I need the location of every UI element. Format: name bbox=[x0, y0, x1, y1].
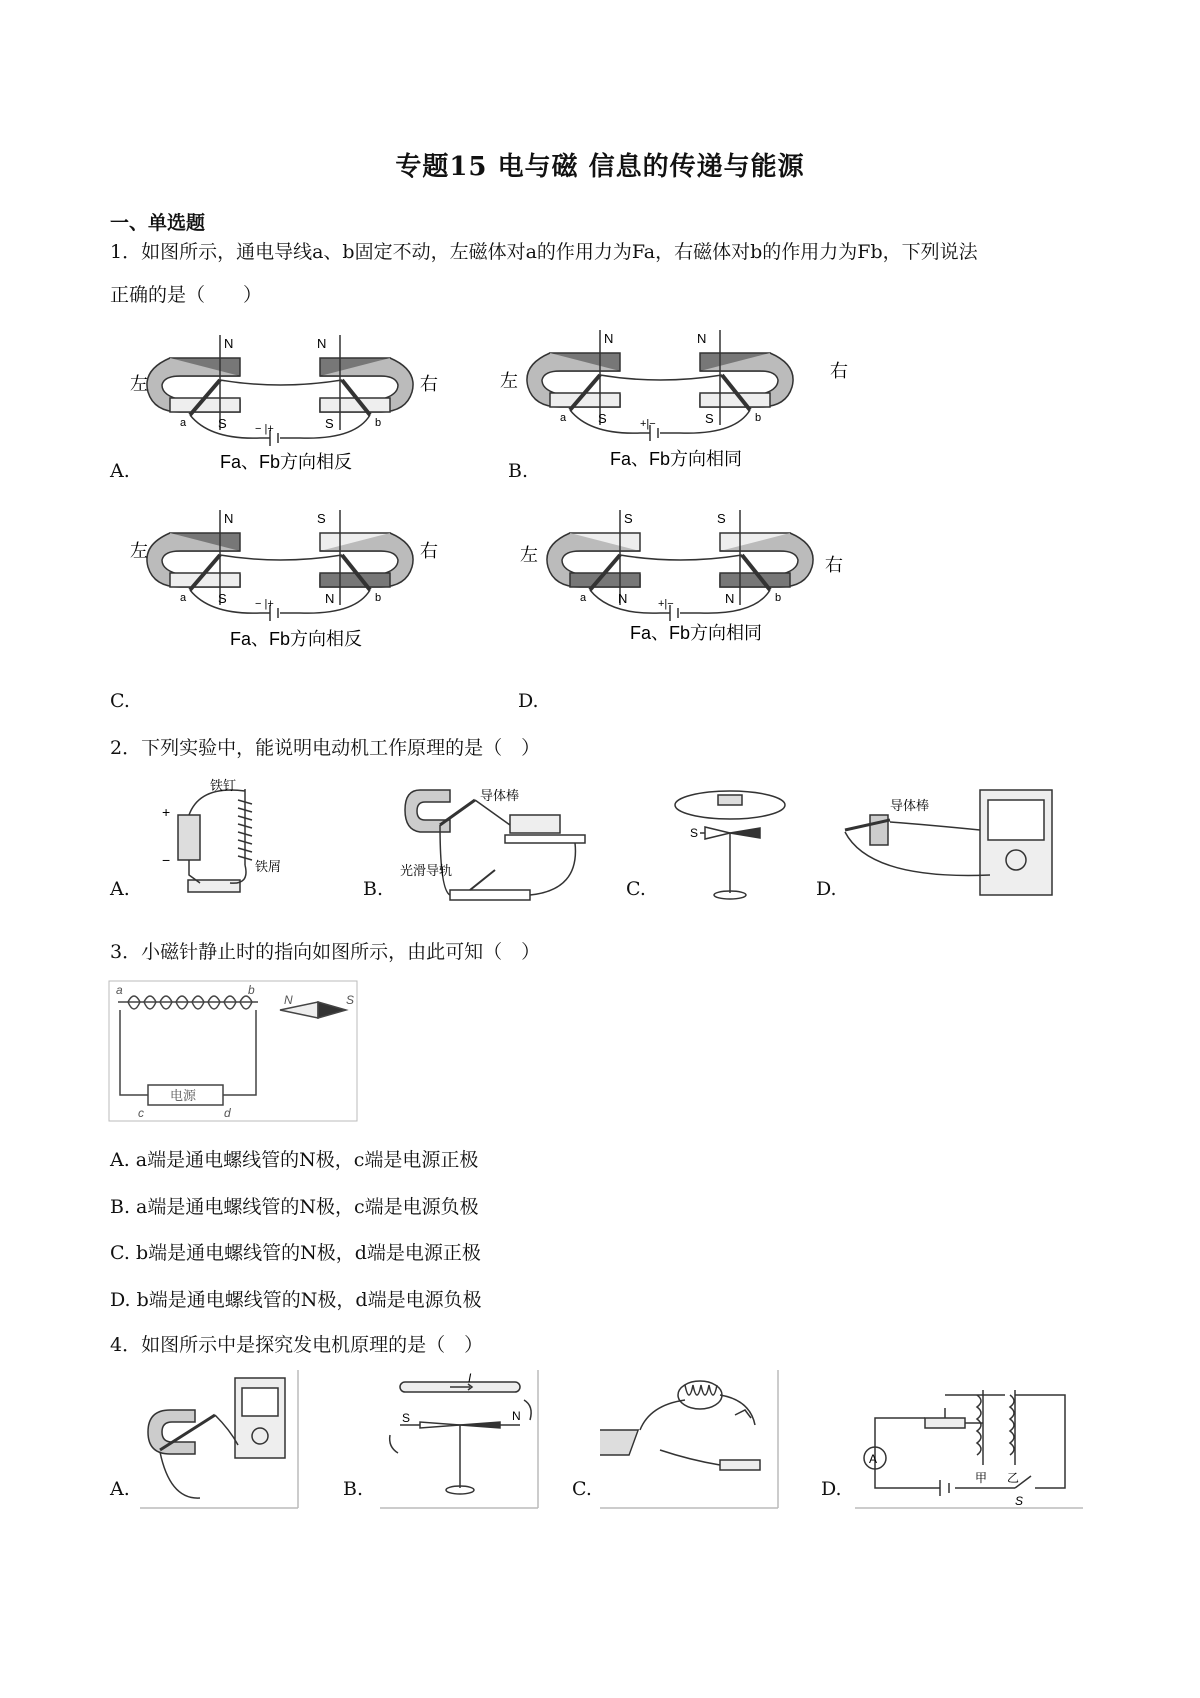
question-4-text: 4．如图所示中是探究发电机原理的是（ ） bbox=[110, 1334, 484, 1356]
question-1-line-2: 正确的是（ ） bbox=[110, 284, 263, 306]
q1a-pole-top-left: N bbox=[224, 336, 234, 351]
q4d-switch-label: S bbox=[1015, 1494, 1024, 1508]
q1d-pole-bot-right: N bbox=[725, 591, 735, 606]
q1b-pole-bot-left: S bbox=[598, 411, 607, 426]
q1d-wire-b: b bbox=[775, 592, 782, 604]
q3-label-c: c bbox=[138, 1106, 144, 1120]
svg-text:+: + bbox=[162, 804, 171, 820]
q1d-pole-bot-left: N bbox=[618, 591, 628, 606]
svg-text:S: S bbox=[690, 826, 699, 840]
q1c-right-label: 右 bbox=[420, 541, 438, 561]
q1d-pole-top-right: S bbox=[717, 511, 726, 526]
q4d-jia-label: 甲 bbox=[975, 1471, 988, 1485]
question-1-line-1: 1．如图所示，通电导线a、b固定不动，左磁体对a的作用力为Fa，右磁体对b的作用力为Fb，下列说法 bbox=[110, 241, 978, 263]
q2-figure-a bbox=[150, 775, 330, 905]
q1c-left-label: 左 bbox=[130, 541, 148, 561]
q3-power-source-label: 电源 bbox=[170, 1088, 197, 1103]
q1a-pole-bot-right: S bbox=[325, 416, 334, 431]
q1-option-b-label[interactable]: B. bbox=[508, 460, 529, 482]
q1a-left-label: 左 bbox=[130, 374, 148, 394]
q1b-right-label: 右 bbox=[830, 361, 848, 381]
q2a-iron-filings-label: 铁屑 bbox=[255, 859, 282, 874]
svg-text:−: − bbox=[162, 852, 171, 868]
q1c-pole-bot-right: N bbox=[325, 591, 335, 606]
q1-figure-a bbox=[120, 330, 450, 480]
q1b-pole-top-right: N bbox=[697, 331, 707, 346]
q1d-left-label: 左 bbox=[520, 545, 538, 565]
q4b-s-label: S bbox=[402, 1411, 411, 1425]
q1d-caption: Fa、Fb方向相同 bbox=[630, 623, 763, 643]
q1b-pole-bot-right: S bbox=[705, 411, 714, 426]
q3-option-a[interactable]: A. a端是通电螺线管的N极，c端是电源正极 bbox=[110, 1149, 479, 1171]
q1-option-c-label[interactable]: C. bbox=[110, 690, 130, 712]
question-3-text: 3．小磁针静止时的指向如图所示，由此可知（ ） bbox=[110, 941, 541, 963]
q1c-pole-top-right: S bbox=[317, 511, 326, 526]
q1a-pole-top-right: N bbox=[317, 336, 327, 351]
q1d-right-label: 右 bbox=[825, 555, 843, 575]
q3-needle-n: N bbox=[284, 993, 293, 1007]
q1a-wire-a: a bbox=[180, 417, 187, 429]
q3-option-c[interactable]: C. b端是通电螺线管的N极，d端是电源正极 bbox=[110, 1242, 481, 1264]
q2b-rail-label: 光滑导轨 bbox=[400, 863, 453, 878]
q2-option-a-label[interactable]: A. bbox=[110, 878, 130, 900]
q3-figure bbox=[108, 980, 358, 1122]
q1-figure-b bbox=[500, 325, 860, 475]
section-heading: 一、单选题 bbox=[110, 212, 206, 234]
q2a-iron-nail-label: 铁钉 bbox=[210, 778, 237, 793]
q4-figure-d bbox=[855, 1370, 1085, 1510]
q1c-wire-a: a bbox=[180, 592, 187, 604]
q4b-n-label: N bbox=[512, 1409, 521, 1423]
q1c-pole-bot-left: S bbox=[218, 591, 227, 606]
q2-option-b-label[interactable]: B. bbox=[363, 878, 384, 900]
q1b-polarity: +|− bbox=[640, 418, 656, 430]
q1b-caption: Fa、Fb方向相同 bbox=[610, 449, 743, 469]
q1c-polarity: − |+ bbox=[255, 598, 274, 610]
q4-option-b-label[interactable]: B. bbox=[343, 1478, 364, 1500]
q1c-caption: Fa、Fb方向相反 bbox=[230, 629, 363, 649]
q1a-caption: Fa、Fb方向相反 bbox=[220, 452, 353, 472]
q4-figure-a bbox=[140, 1370, 300, 1510]
q1d-polarity: +|− bbox=[658, 598, 674, 610]
question-2-text: 2．下列实验中，能说明电动机工作原理的是（ ） bbox=[110, 737, 541, 759]
q1b-pole-top-left: N bbox=[604, 331, 614, 346]
q4-figure-b bbox=[380, 1370, 540, 1510]
q4b-current-label: I bbox=[468, 1371, 472, 1385]
q1a-polarity: − |+ bbox=[255, 423, 274, 435]
q1c-pole-top-left: N bbox=[224, 511, 234, 526]
q2b-rod-label: 导体棒 bbox=[480, 788, 520, 803]
q1b-left-label: 左 bbox=[500, 371, 518, 391]
q1a-pole-bot-left: S bbox=[218, 416, 227, 431]
page-title: 专题15 电与磁 信息的传递与能源 bbox=[395, 152, 805, 182]
q3-label-d: d bbox=[224, 1106, 231, 1120]
q1d-wire-a: a bbox=[580, 592, 587, 604]
q1-figure-d bbox=[520, 505, 880, 655]
q2d-rod-label: 导体棒 bbox=[890, 798, 930, 813]
q2-option-d-label[interactable]: D. bbox=[816, 878, 837, 900]
q3-option-b[interactable]: B. a端是通电螺线管的N极，c端是电源负极 bbox=[110, 1196, 479, 1218]
q1d-pole-top-left: S bbox=[624, 511, 633, 526]
q1-option-d-label[interactable]: D. bbox=[518, 690, 539, 712]
q4-figure-c bbox=[600, 1370, 780, 1510]
q3-label-b: b bbox=[248, 983, 255, 997]
q3-label-a: a bbox=[116, 983, 123, 997]
q1-figure-c bbox=[120, 505, 480, 655]
q1a-wire-b: b bbox=[375, 417, 382, 429]
q4-option-d-label[interactable]: D. bbox=[821, 1478, 842, 1500]
q1c-wire-b: b bbox=[375, 592, 382, 604]
q4d-ammeter-label: A bbox=[869, 1452, 878, 1466]
q3-needle-s: S bbox=[346, 993, 355, 1007]
q1b-wire-a: a bbox=[560, 412, 567, 424]
q2-option-c-label[interactable]: C. bbox=[626, 878, 646, 900]
q1b-wire-b: b bbox=[755, 412, 762, 424]
q1-option-a-label[interactable]: A. bbox=[110, 460, 130, 482]
q4-option-a-label[interactable]: A. bbox=[110, 1478, 130, 1500]
q4-option-c-label[interactable]: C. bbox=[572, 1478, 592, 1500]
q2-figure-b bbox=[400, 780, 600, 910]
q2-figure-d bbox=[830, 780, 1060, 910]
q1a-right-label: 右 bbox=[420, 374, 438, 394]
q2-figure-c bbox=[660, 775, 800, 905]
q4d-yi-label: 乙 bbox=[1007, 1471, 1020, 1485]
q3-option-d[interactable]: D. b端是通电螺线管的N极，d端是电源负极 bbox=[110, 1289, 482, 1311]
